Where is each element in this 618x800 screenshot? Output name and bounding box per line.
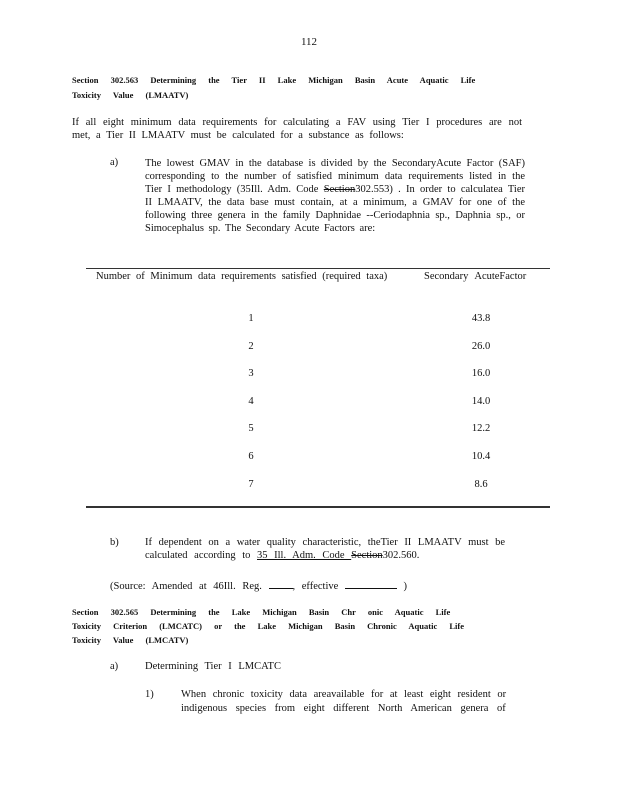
item-1-label: 1) (145, 689, 154, 700)
section-565-heading-line2: Toxicity Criterion (LMCATC) or the Lake Michigan Basin Chronic Aquatic Life (72, 621, 464, 631)
table-header-left: Number of Minimum data requirements satisfied (required taxa) (96, 271, 388, 282)
item-b-line2 (145, 550, 419, 561)
register-blank (269, 578, 293, 589)
item-a-label: a) (110, 157, 119, 168)
table-cell-factor: 14.0 (471, 396, 491, 407)
table-cell-requirements: 6 (248, 451, 254, 462)
table-cell-requirements: 7 (248, 479, 254, 490)
table-cell-requirements: 1 (248, 313, 254, 324)
table-bottom-rule (86, 506, 550, 508)
table-cell-factor: 43.8 (471, 313, 491, 324)
source-suffix: ) (403, 581, 408, 592)
table-cell-factor: 8.6 (474, 479, 488, 490)
table-cell-factor: 10.4 (471, 451, 491, 462)
section-563-heading-line2: Toxicity Value (LMAATV) (72, 90, 189, 100)
table-cell-requirements: 2 (248, 341, 254, 352)
item-b-citation: 35 Ill. Adm. Code (257, 550, 352, 561)
item-b-line2-prefix: calculated according to (145, 550, 257, 561)
item-b-line1: If dependent on a water quality characteristic, theTier II LMAATV must be (145, 537, 506, 548)
table-cell-factor: 26.0 (471, 341, 491, 352)
intro-paragraph: If all eight minimum data requirements for calculating a FAV using Tier I procedures are not met, a Tier II LMAATV must be calculated for a substance as follows: (72, 117, 522, 141)
table-cell-factor: 12.2 (471, 423, 491, 434)
item-b-strike: Section (351, 550, 383, 561)
item-a-text (145, 157, 525, 235)
item-a-text-part2: 302.553) . In order to calculatea Tier II LMAATV, the data base must contain, at a minimum, a GMAV for one of the following three genera in the family Daphnidae --Ceriodaphnia sp., Daphnia sp., or Simocephalus sp. The Secondary Acute Factors are: (145, 184, 525, 234)
section-565-heading-line3: Toxicity Value (LMCATV) (72, 635, 189, 645)
table-cell-requirements: 3 (248, 368, 254, 379)
item-a-strike: Section (323, 184, 356, 195)
item-a2-label: a) (110, 661, 119, 672)
item-b-line2-suffix: 302.560. (382, 550, 420, 561)
section-563-heading-line1: Section 302.563 Determining the Tier II Lake Michigan Basin Acute Aquatic Life (72, 75, 476, 85)
source-note (110, 578, 407, 592)
item-b-label: b) (110, 537, 119, 548)
source-prefix: (Source: Amended at 46Ill. Reg. (110, 581, 262, 592)
effective-date-blank (345, 578, 397, 589)
item-a-text-part1: The lowest GMAV in the database is divided by the SecondaryAcute Factor (SAF) corresponding to the number of satisfied minimum data requirements listed in the Tier I methodology (35Ill. Adm. Code (145, 158, 525, 195)
table-top-rule (86, 268, 550, 269)
table-header-right: Secondary AcuteFactor (424, 271, 527, 282)
item-a2-heading: Determining Tier I LMCATC (145, 661, 281, 672)
item-1-line1: When chronic toxicity data areavailable for at least eight resident or (181, 689, 507, 700)
source-middle: , effective (292, 581, 339, 592)
page-number: 112 (300, 36, 318, 48)
table-cell-factor: 16.0 (471, 368, 491, 379)
item-1-line2: indigenous species from eight different North American genera of (181, 703, 506, 714)
section-565-heading-line1: Section 302.565 Determining the Lake Michigan Basin Chr onic Aquatic Life (72, 607, 451, 617)
table-cell-requirements: 5 (248, 423, 254, 434)
table-cell-requirements: 4 (248, 396, 254, 407)
